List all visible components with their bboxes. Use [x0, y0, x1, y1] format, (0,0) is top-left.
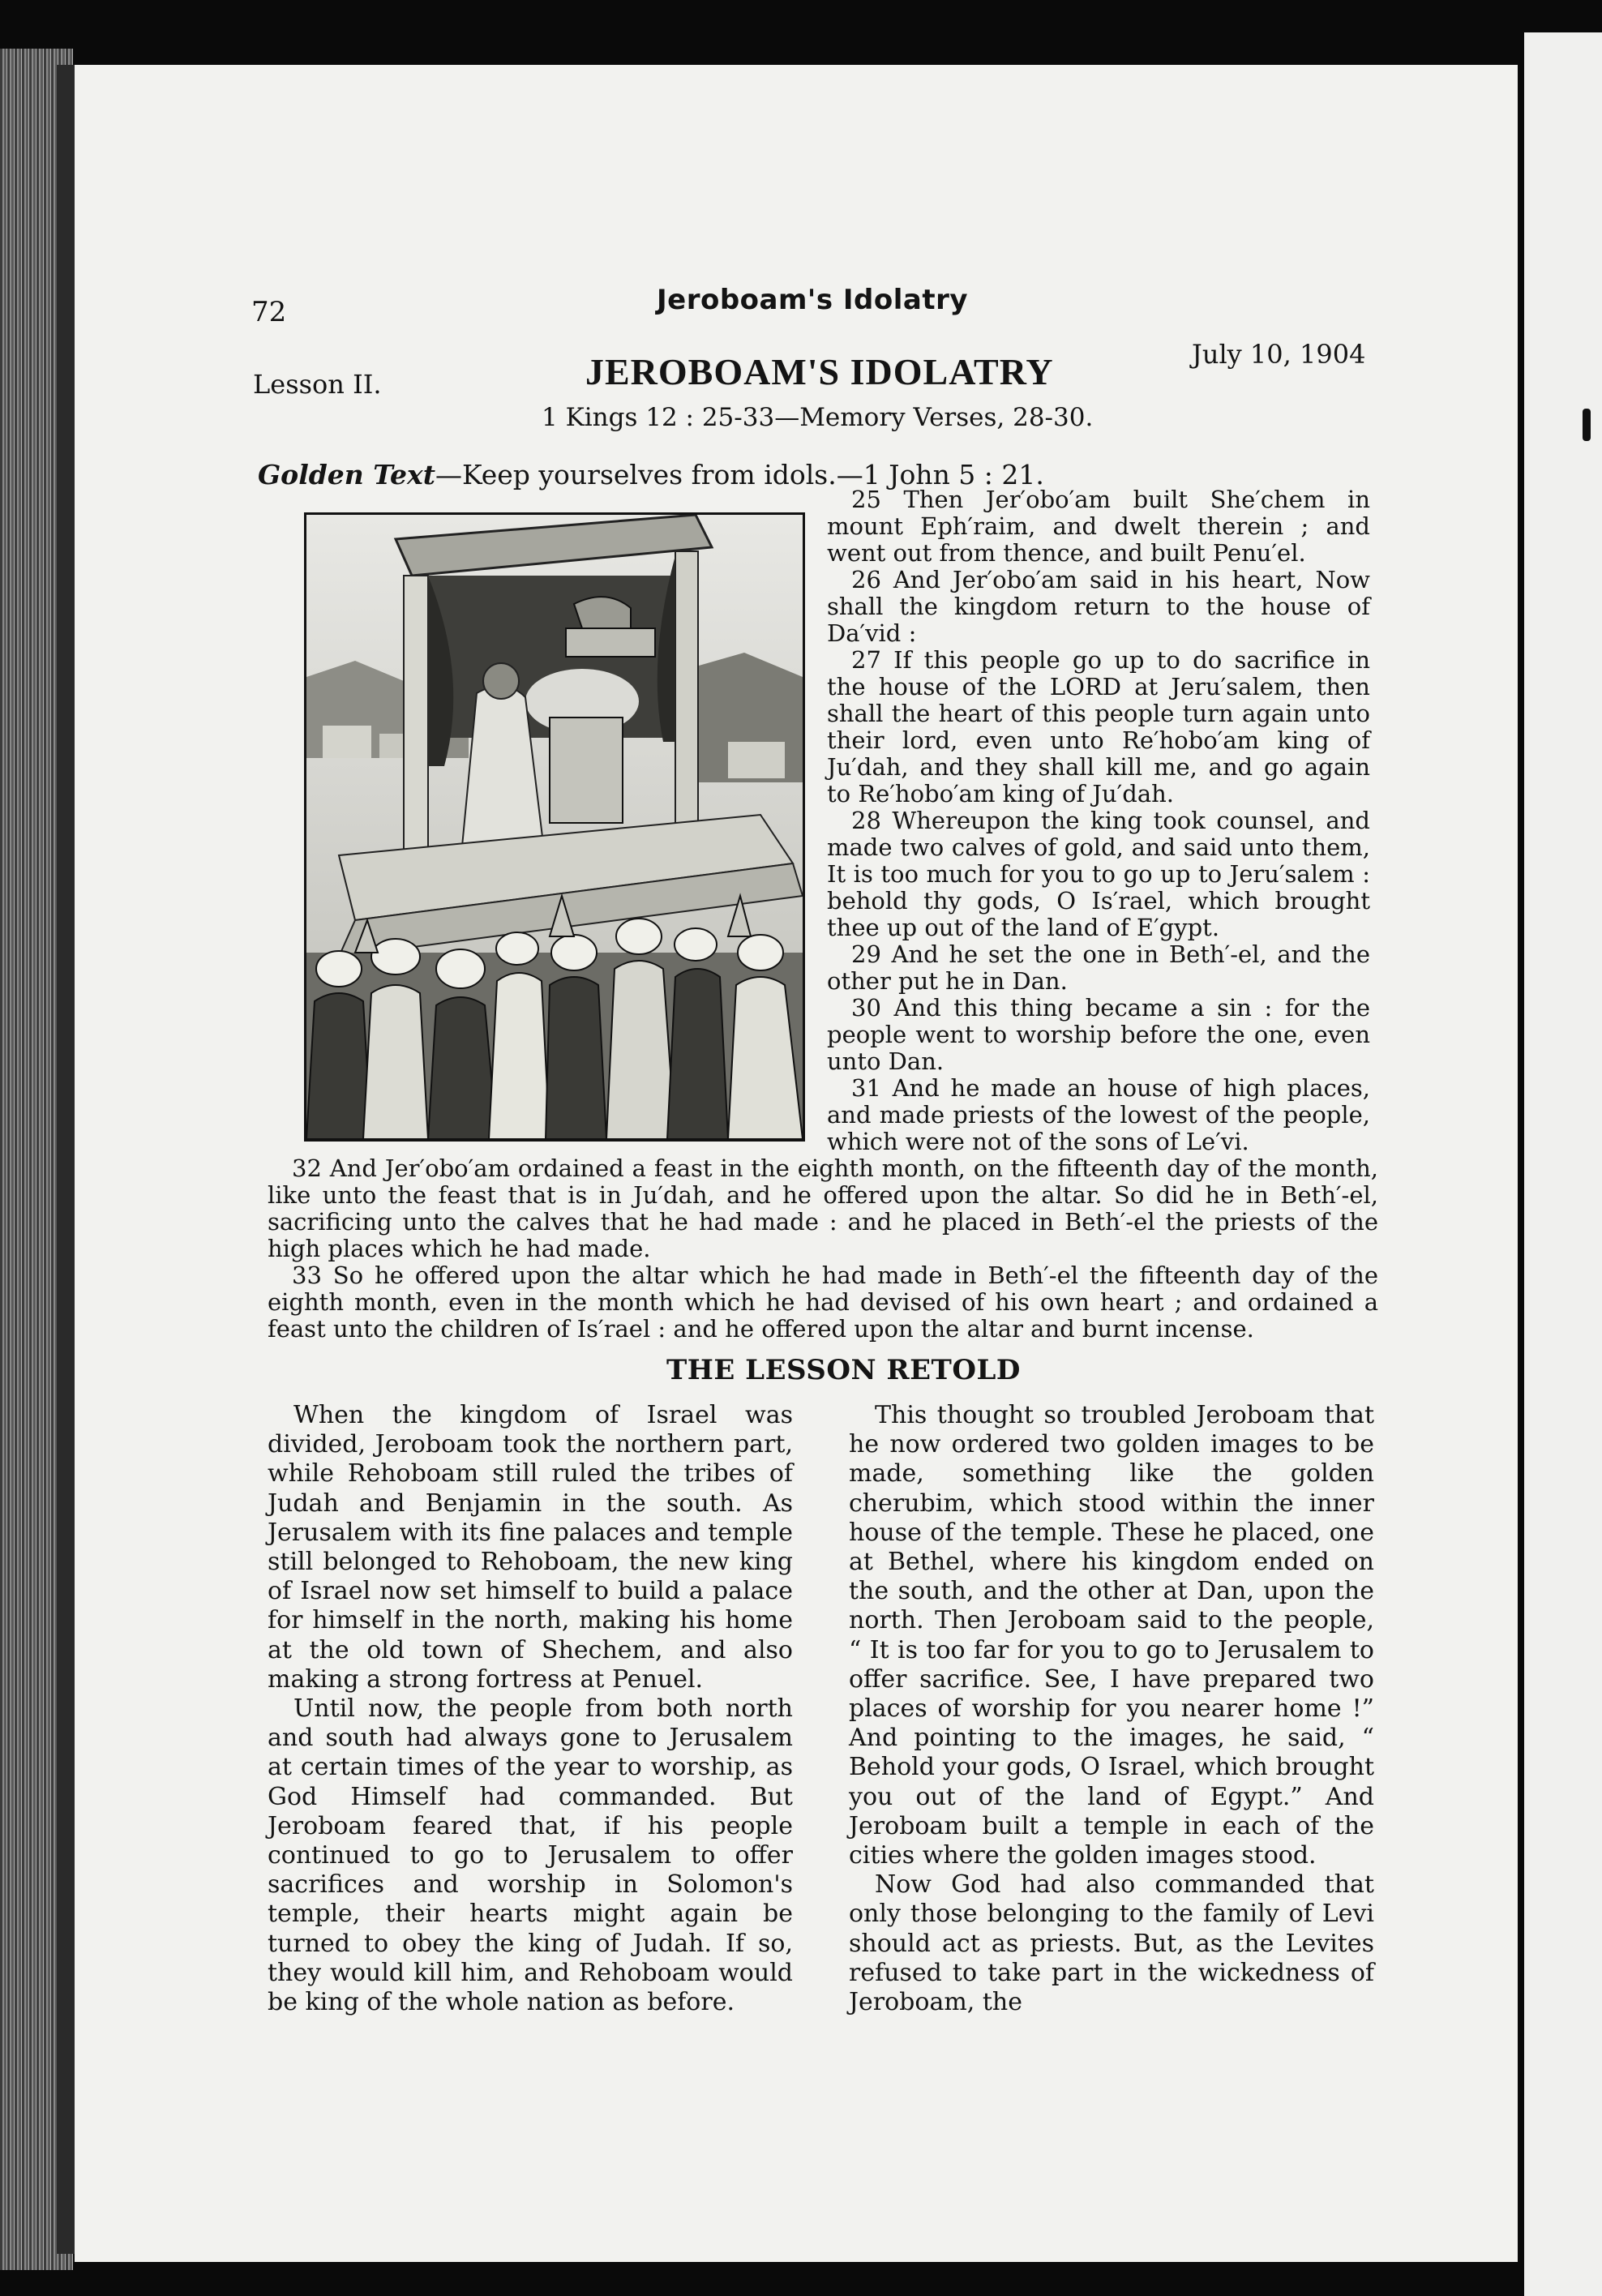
running-head: Jeroboam's Idolatry [657, 284, 969, 316]
retold-paragraph: Until now, the people from both north and south had always gone to Jerusalem at certain times of the year to worship, as God Himself had commanded. But Jeroboam feared that, if his people continued to go to Jerusalem to offer sacrifices and worship in Solomon's temple, their hearts might again be turned to obey the king of Judah. If so, they would kill him, and Rehoboam would be king of the whole nation as before. [268, 1694, 793, 2017]
verse-paragraph: 33 So he offered upon the altar which he had made in Beth′-el the fifteenth day of the eighth month, even in the month which he had devised of his own heart ; and ordained a feast unto the children of Is′rael : and he offered upon the altar and burnt incense. [268, 1262, 1378, 1343]
verse-paragraph: 25 Then Jer′obo′am built She′chem in mount Eph′raim, and dwelt therein ; and went out from thence, and built Penu′el. [827, 486, 1370, 567]
golden-text-label: Golden Text [258, 459, 435, 490]
retold-paragraph: When the kingdom of Israel was divided, Jeroboam took the northern part, while Rehoboam still ruled the tribes of Judah and Benjamin in the south. As Jerusalem with its fine palaces and temple still belonged to Rehoboam, the new king of Israel now set himself to build a palace for himself in the north, making his home at the old town of Shechem, and also making a strong fortress at Penuel. [268, 1401, 793, 1694]
verse-paragraph: 26 And Jer′obo′am said in his heart, Now shall the kingdom return to the house of Da′vid : [827, 566, 1370, 647]
verse-paragraph: 32 And Jer′obo′am ordained a feast in the eighth month, on the fifteenth day of the month, like unto the feast that is in Ju′dah, and he offered upon the altar. So did he in Beth′-el, sacrificing unto the calves that he had made : and he placed in Beth′-el the priests of the high places which he had made. [268, 1154, 1378, 1262]
lesson-title: JEROBOAM'S IDOLATRY [585, 351, 1054, 392]
verse-paragraph: 30 And this thing became a sin : for the people went to worship before the one, even unto Dan. [827, 994, 1370, 1075]
worship-scene-picture [306, 515, 803, 1139]
retold-column-left [268, 1401, 793, 2017]
verse-paragraph: 27 If this people go up to do sacrifice in the house of the LORD at Jeru′salem, then shall the heart of this people turn again unto their lord, even unto Re′hobo′am king of Ju′dah, and they shall kill me, and go again to Re′hobo′am king of Ju′dah. [827, 646, 1370, 807]
verse-paragraph: 28 Whereupon the king took counsel, and made two calves of gold, and said unto them, It is too much for you to go up to Jeru′salem : behold thy gods, O Is′rael, which brought thee up out of the land of E′gypt. [827, 807, 1370, 941]
verse-paragraph: 31 And he made an house of high places, and made priests of the lowest of the people, which were not of the sons of Le′vi. [827, 1074, 1370, 1155]
retold-column-right [849, 1401, 1374, 2017]
scripture-reference: 1 Kings 12 : 25-33—Memory Verses, 28-30. [542, 403, 1094, 432]
verse-paragraph: 29 And he set the one in Beth′-el, and the other put he in Dan. [827, 940, 1370, 995]
scripture-verses-full-width [268, 1155, 1378, 1343]
page-number: 72 [251, 296, 287, 328]
adjacent-page-edge [1524, 32, 1602, 2296]
golden-text-body: —Keep yourselves from idols.—1 John 5 : 21. [435, 459, 1044, 490]
punch-hole-mark [1583, 409, 1591, 441]
lesson-number: Lesson II. [253, 369, 382, 400]
engraving-illustration [304, 512, 805, 1142]
retold-paragraph: This thought so troubled Jeroboam that he now ordered two golden images to be made, something like the golden cherubim, which stood within the inner house of the temple. These he placed, one at Bethel, where his kingdom ended on the south, and the other at Dan, upon the north. Then Jeroboam said to the people, “ It is too far for you to go to Jerusalem to offer sacrifice. See, I have prepared two places of worship for you nearer home !” And pointing to the images, he said, “ Behold your gods, O Israel, which brought you out of the land of Egypt.” And Jeroboam built a temple in each of the cities where the golden images stood. [849, 1401, 1374, 1870]
lesson-date: July 10, 1904 [1192, 339, 1366, 370]
lesson-retold-heading: THE LESSON RETOLD [666, 1354, 1021, 1386]
retold-paragraph: Now God had also commanded that only those belonging to the family of Levi should act as priests. But, as the Levites refused to take part in the wickedness of Jeroboam, the [849, 1870, 1374, 2017]
scripture-verses-beside-image [827, 486, 1370, 1155]
